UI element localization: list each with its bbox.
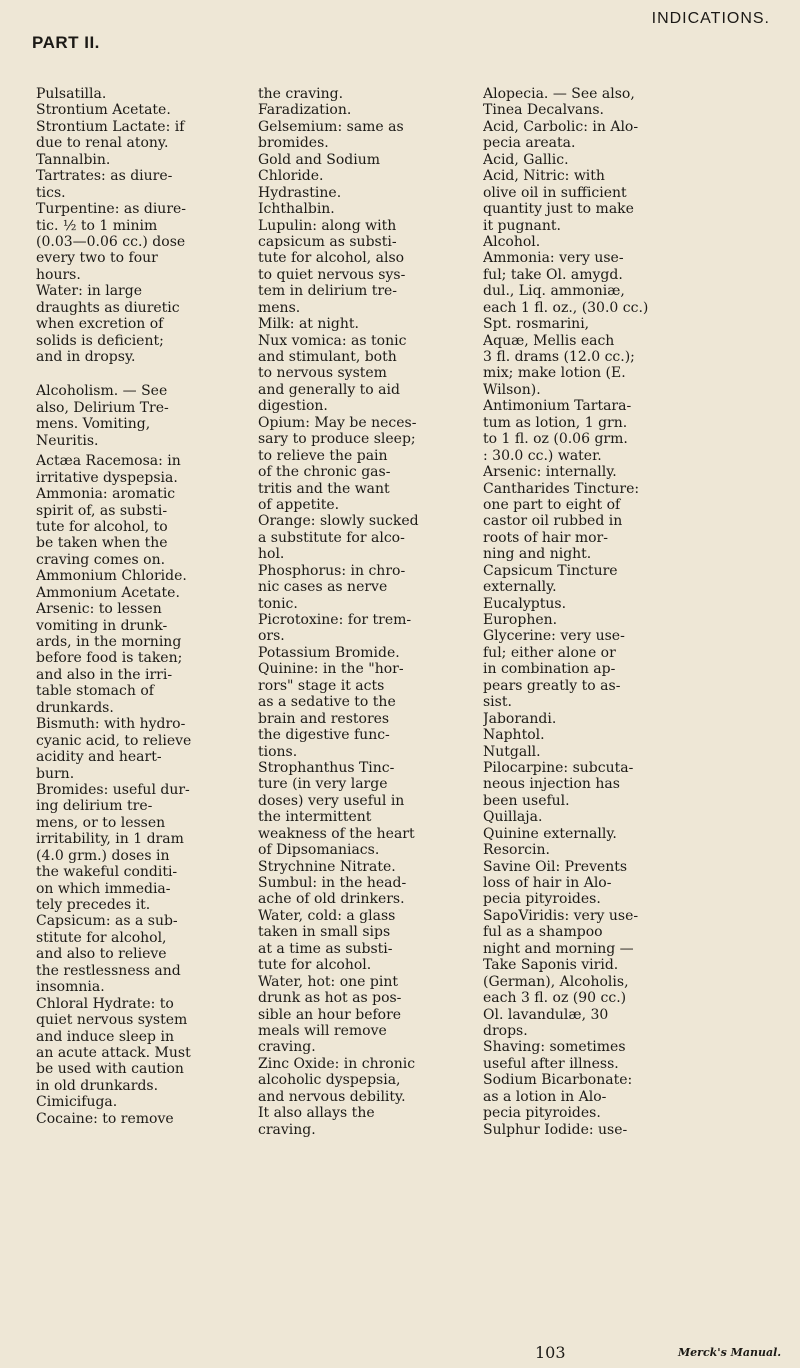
text-line: ing delirium tre- bbox=[36, 798, 153, 815]
text-line: mens. Vomiting, bbox=[36, 416, 151, 433]
text-line: It also allays the bbox=[258, 1105, 375, 1122]
text-line: Shaving: sometimes bbox=[483, 1039, 626, 1056]
page-number: 103 bbox=[535, 1343, 566, 1362]
text-line: pecia areata. bbox=[483, 135, 576, 152]
text-line: bromides. bbox=[258, 135, 329, 152]
text-line: Capsicum: as a sub- bbox=[36, 913, 178, 930]
text-line: tic. ½ to 1 minim bbox=[36, 217, 158, 234]
text-line: Zinc Oxide: in chronic bbox=[258, 1055, 416, 1072]
text-line: dul., Liq. ammoniæ, bbox=[483, 283, 625, 300]
text-line: : 30.0 cc.) water. bbox=[483, 447, 602, 464]
text-line: Hydrastine. bbox=[258, 184, 342, 201]
text-line: every two to four bbox=[36, 250, 158, 267]
text-line: Water: in large bbox=[36, 283, 142, 300]
text-line: table stomach of bbox=[36, 683, 154, 700]
text-line: Spt. rosmarini, bbox=[483, 316, 590, 333]
text-line: craving. bbox=[258, 1039, 316, 1056]
text-line: ards, in the morning bbox=[36, 634, 182, 650]
text-line: sist. bbox=[483, 694, 512, 711]
text-line: tem in delirium tre- bbox=[258, 283, 398, 300]
text-line: and nervous debility. bbox=[258, 1088, 406, 1105]
text-line: been useful. bbox=[483, 792, 570, 809]
text-line: draughts as diuretic bbox=[36, 299, 180, 316]
text-line: Pulsatilla. bbox=[36, 86, 107, 102]
text-line: it pugnant. bbox=[483, 217, 561, 234]
text-line: quantity just to make bbox=[483, 201, 634, 218]
text-line: Resorcin. bbox=[483, 842, 550, 859]
text-line: in old drunkards. bbox=[36, 1077, 159, 1094]
text-line: be used with caution bbox=[36, 1061, 184, 1078]
text-line: meals will remove bbox=[258, 1022, 387, 1039]
text-line: stitute for alcohol, bbox=[36, 929, 167, 946]
footer-mark: Merck's Manual. bbox=[678, 1346, 782, 1359]
text-line: Strophanthus Tinc- bbox=[258, 759, 395, 776]
text-line: the restlessness and bbox=[36, 962, 181, 979]
text-line: tions. bbox=[258, 743, 298, 760]
text-line: taken in small sips bbox=[258, 924, 391, 941]
text-line: irritative dyspepsia. bbox=[36, 469, 178, 486]
text-line: also, Delirium Tre- bbox=[36, 399, 169, 416]
section-heading: INDICATIONS. bbox=[651, 10, 770, 27]
text-line: to nervous system bbox=[258, 365, 387, 382]
text-line: when excretion of bbox=[36, 316, 164, 333]
text-line: craving. bbox=[258, 1121, 316, 1138]
text-line: drops. bbox=[483, 1022, 528, 1039]
text-line: loss of hair in Alo- bbox=[483, 875, 612, 891]
text-line: alcoholic dyspepsia, bbox=[258, 1072, 401, 1089]
text-line: due to renal atony. bbox=[36, 135, 169, 152]
text-line: Ammonium Chloride. bbox=[36, 568, 187, 585]
text-line: pears greatly to as- bbox=[483, 677, 621, 694]
text-line: Savine Oil: Prevents bbox=[483, 858, 628, 875]
text-line: acidity and heart- bbox=[36, 749, 162, 766]
text-line: Strontium Acetate. bbox=[36, 102, 171, 119]
text-line: (German), Alcoholis, bbox=[483, 973, 629, 990]
text-line: ors. bbox=[258, 628, 285, 645]
text-line: Potassium Bromide. bbox=[258, 644, 400, 661]
text-line: digestion. bbox=[258, 398, 328, 415]
text-line: Alopecia. — See also, bbox=[483, 86, 635, 102]
text-line: Glycerine: very use- bbox=[483, 628, 625, 645]
text-line: tonic. bbox=[258, 595, 298, 612]
text-line: Sumbul: in the head- bbox=[258, 875, 407, 891]
column-middle bbox=[258, 86, 458, 1138]
text-line: Actæa Racemosa: in bbox=[36, 453, 181, 470]
text-line: the craving. bbox=[258, 86, 344, 102]
text-line: castor oil rubbed in bbox=[483, 513, 623, 530]
text-line: spirit of, as substi- bbox=[36, 502, 168, 519]
text-line: to quiet nervous sys- bbox=[258, 266, 406, 283]
text-line: externally. bbox=[483, 579, 557, 596]
text-line: Quinine externally. bbox=[483, 825, 617, 842]
text-line: Water, cold: a glass bbox=[258, 907, 396, 924]
text-line: and also in the irri- bbox=[36, 666, 173, 683]
text-line: Ammonium Acetate. bbox=[36, 584, 180, 601]
text-line: neous injection has bbox=[483, 776, 620, 793]
text-line: Lupulin: along with bbox=[258, 217, 397, 234]
text-line: one part to eight of bbox=[483, 496, 621, 513]
part-heading: PART II. bbox=[32, 33, 100, 52]
text-line: be taken when the bbox=[36, 535, 168, 552]
text-line: Bismuth: with hydro- bbox=[36, 716, 186, 733]
text-line: roots of hair mor- bbox=[483, 529, 608, 546]
text-line: Tinea Decalvans. bbox=[483, 102, 604, 119]
text-line: each 3 fl. oz (90 cc.) bbox=[483, 990, 627, 1007]
text-line: brain and restores bbox=[258, 710, 390, 727]
text-line: to relieve the pain bbox=[258, 447, 388, 464]
text-line: in combination ap- bbox=[483, 661, 616, 678]
text-line: Ichthalbin. bbox=[258, 201, 335, 218]
text-line: Strontium Lactate: if bbox=[36, 118, 185, 135]
text-line: tely precedes it. bbox=[36, 897, 151, 913]
text-line: drunkards. bbox=[36, 699, 114, 716]
text-line: useful after illness. bbox=[483, 1055, 619, 1072]
text-line: Alcohol. bbox=[483, 233, 541, 250]
text-line: at a time as substi- bbox=[258, 940, 393, 957]
text-line: ful; take Ol. amygd. bbox=[483, 266, 623, 283]
text-line: Acid, Carbolic: in Alo- bbox=[483, 118, 639, 135]
text-line: hours. bbox=[36, 266, 81, 283]
text-line: Antimonium Tartara- bbox=[483, 398, 632, 415]
text-line: solids is deficient; bbox=[36, 332, 164, 349]
text-line: doses) very useful in bbox=[258, 792, 405, 809]
text-line: Bromides: useful dur- bbox=[36, 781, 190, 798]
text-line: tum as lotion, 1 grn. bbox=[483, 414, 628, 431]
text-line: Orange: slowly sucked bbox=[258, 513, 419, 530]
text-line: and generally to aid bbox=[258, 381, 400, 398]
text-line: pecia pityroides. bbox=[483, 891, 601, 908]
text-line: Cocaine: to remove bbox=[36, 1110, 174, 1127]
text-line: of the chronic gas- bbox=[258, 464, 391, 481]
text-line: olive oil in sufficient bbox=[483, 184, 627, 201]
text-line: ful as a shampoo bbox=[483, 924, 603, 941]
text-line: Tartrates: as diure- bbox=[36, 168, 173, 185]
text-line: tute for alcohol. bbox=[258, 957, 372, 974]
text-line: Nutgall. bbox=[483, 743, 541, 760]
text-line: a substitute for alco- bbox=[258, 529, 405, 546]
text-line: Tannalbin. bbox=[36, 151, 111, 168]
text-line: 3 fl. drams (12.0 cc.); bbox=[483, 349, 635, 365]
text-line: Chloride. bbox=[258, 168, 324, 185]
text-line: Pilocarpine: subcuta- bbox=[483, 759, 634, 776]
text-line: Nux vomica: as tonic bbox=[258, 332, 407, 349]
text-line: and induce sleep in bbox=[36, 1028, 174, 1045]
text-line: Quillaja. bbox=[483, 809, 543, 826]
text-line: Eucalyptus. bbox=[483, 595, 567, 612]
text-line: before food is taken; bbox=[36, 650, 183, 667]
text-line: tritis and the want bbox=[258, 480, 390, 497]
text-line: Neuritis. bbox=[36, 432, 99, 449]
text-line: sible an hour before bbox=[258, 1006, 402, 1023]
text-line: as a sedative to the bbox=[258, 694, 396, 711]
text-line: mens, or to lessen bbox=[36, 814, 166, 831]
text-line: Picrotoxine: for trem- bbox=[258, 612, 412, 628]
text-line: Acid, Gallic. bbox=[483, 151, 569, 168]
text-line: an acute attack. Must bbox=[36, 1044, 191, 1061]
text-line: SapoViridis: very use- bbox=[483, 907, 639, 924]
text-line: Sodium Bicarbonate: bbox=[483, 1072, 633, 1089]
text-line: Cimicifuga. bbox=[36, 1094, 118, 1111]
text-line: each 1 fl. oz., (30.0 cc.) bbox=[483, 299, 649, 316]
text-line: Arsenic: to lessen bbox=[36, 601, 162, 618]
text-line: night and morning — bbox=[483, 940, 634, 957]
text-line: craving comes on. bbox=[36, 551, 166, 568]
text-line: insomnia. bbox=[36, 979, 105, 996]
text-line: as a lotion in Alo- bbox=[483, 1088, 607, 1105]
text-line: Capsicum Tincture bbox=[483, 562, 618, 579]
column-right bbox=[483, 86, 775, 1138]
text-line: irritability, in 1 dram bbox=[36, 831, 184, 848]
text-line: pecia pityroides. bbox=[483, 1105, 601, 1122]
text-line: ture (in very large bbox=[258, 776, 388, 793]
text-line: of appetite. bbox=[258, 496, 340, 513]
column-left bbox=[36, 86, 234, 1127]
text-line: and stimulant, both bbox=[258, 349, 397, 365]
text-line: on which immedia- bbox=[36, 880, 171, 897]
text-line: Faradization. bbox=[258, 102, 352, 119]
text-line: (4.0 grm.) doses in bbox=[36, 847, 170, 864]
text-line: Quinine: in the "hor- bbox=[258, 661, 404, 678]
text-line: Cantharides Tincture: bbox=[483, 480, 640, 497]
text-line: Jaborandi. bbox=[483, 710, 557, 727]
text-line: Wilson). bbox=[483, 381, 541, 398]
text-line: Arsenic: internally. bbox=[483, 464, 617, 481]
text-line: mens. bbox=[258, 299, 301, 316]
text-line: nic cases as nerve bbox=[258, 579, 388, 596]
text-line: burn. bbox=[36, 765, 75, 782]
text-line: Ammonia: aromatic bbox=[36, 486, 176, 503]
text-line: of Dipsomaniacs. bbox=[258, 842, 380, 859]
text-line: Alcoholism. — See bbox=[36, 383, 168, 400]
text-line: Ol. lavandulæ, 30 bbox=[483, 1006, 609, 1023]
text-line: Turpentine: as diure- bbox=[36, 201, 187, 218]
text-line: the wakeful conditi- bbox=[36, 864, 178, 881]
text-line: rors" stage it acts bbox=[258, 677, 385, 694]
text-line: ning and night. bbox=[483, 546, 592, 563]
text-line: Ammonia: very use- bbox=[483, 250, 624, 267]
text-line: Chloral Hydrate: to bbox=[36, 995, 174, 1012]
text-line: Gold and Sodium bbox=[258, 151, 381, 168]
text-line: the intermittent bbox=[258, 809, 372, 826]
text-line: and in dropsy. bbox=[36, 349, 136, 365]
text-line: cyanic acid, to relieve bbox=[36, 732, 192, 749]
text-line: capsicum as substi- bbox=[258, 233, 397, 250]
text-line: and also to relieve bbox=[36, 946, 167, 963]
text-line: Naphtol. bbox=[483, 727, 545, 744]
text-line: tute for alcohol, also bbox=[258, 250, 405, 267]
text-line: hol. bbox=[258, 546, 285, 563]
text-line: mix; make lotion (E. bbox=[483, 365, 626, 382]
text-line: weakness of the heart bbox=[258, 825, 415, 842]
text-line: quiet nervous system bbox=[36, 1012, 188, 1029]
text-line: ful; either alone or bbox=[483, 644, 616, 661]
text-line: Take Saponis virid. bbox=[483, 957, 619, 974]
text-line: to 1 fl. oz (0.06 grm. bbox=[483, 431, 628, 448]
text-line: vomiting in drunk- bbox=[36, 617, 168, 634]
text-line: Aquæ, Mellis each bbox=[483, 332, 615, 349]
text-line: Water, hot: one pint bbox=[258, 973, 398, 990]
text-line: (0.03—0.06 cc.) dose bbox=[36, 233, 186, 250]
text-line: sary to produce sleep; bbox=[258, 431, 416, 448]
text-line: Gelsemium: same as bbox=[258, 118, 404, 135]
text-line: Opium: May be neces- bbox=[258, 414, 417, 431]
text-line: the digestive func- bbox=[258, 727, 390, 744]
text-line: Europhen. bbox=[483, 612, 558, 628]
text-line: Phosphorus: in chro- bbox=[258, 562, 406, 579]
text-line: tics. bbox=[36, 184, 66, 201]
text-line: Acid, Nitric: with bbox=[483, 168, 605, 185]
text-line: Sulphur Iodide: use- bbox=[483, 1121, 628, 1138]
text-line: Milk: at night. bbox=[258, 316, 359, 333]
text-line: drunk as hot as pos- bbox=[258, 990, 402, 1007]
paragraph-gap bbox=[36, 365, 234, 383]
text-line: Strychnine Nitrate. bbox=[258, 858, 396, 875]
text-line: ache of old drinkers. bbox=[258, 891, 405, 908]
text-line: tute for alcohol, to bbox=[36, 518, 168, 535]
